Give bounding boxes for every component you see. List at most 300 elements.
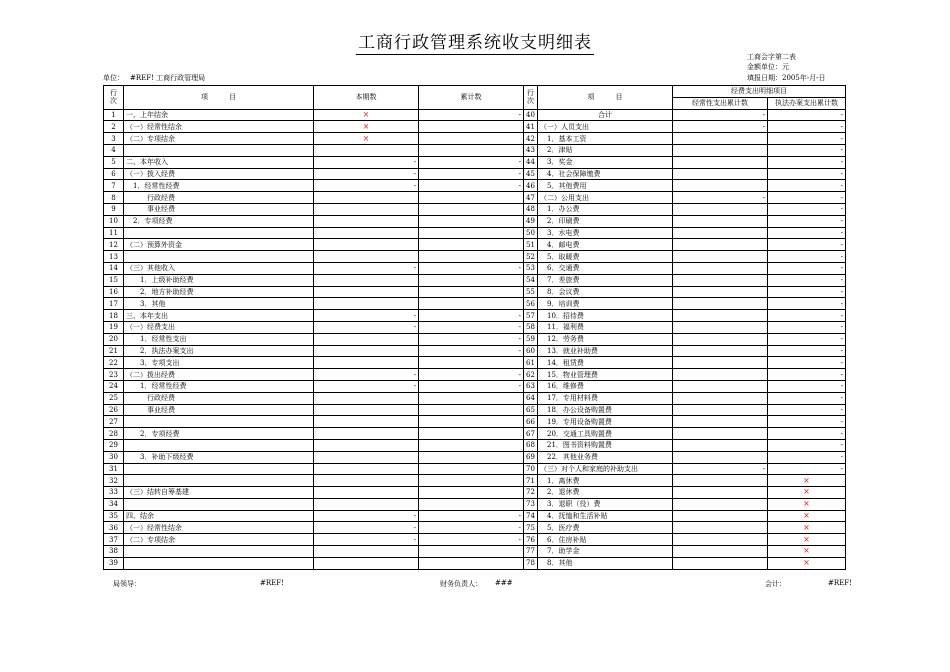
current-value	[314, 463, 419, 475]
table-row	[104, 475, 846, 487]
item-name-right: 9．培训费	[538, 298, 673, 310]
regular-cum-value: -	[673, 192, 768, 204]
table-row	[104, 262, 846, 274]
enforcement-cum-value: -	[768, 215, 846, 227]
current-value: -	[314, 262, 419, 274]
item-name-right: 15．物业管理费	[538, 369, 673, 381]
table-row	[104, 463, 846, 475]
cumulative-value	[419, 475, 524, 487]
enforcement-cum-value: -	[768, 404, 846, 416]
line-no-right: 59	[524, 333, 538, 345]
line-no-right: 72	[524, 487, 538, 499]
regular-cum-value: -	[673, 463, 768, 475]
item-name: 四、结余	[124, 510, 314, 522]
table-row	[104, 321, 846, 333]
line-no-right: 69	[524, 451, 538, 463]
cumulative-value	[419, 298, 524, 310]
line-no: 7	[104, 180, 124, 192]
item-name: （一）拨入经费	[124, 168, 314, 180]
enforcement-cum-value: -	[768, 262, 846, 274]
enforcement-cum-value: -	[768, 369, 846, 381]
line-no-right: 53	[524, 262, 538, 274]
line-no: 32	[104, 475, 124, 487]
table-row	[104, 239, 846, 251]
item-name: 行政经费	[124, 392, 314, 404]
item-name-right: 12．劳务费	[538, 333, 673, 345]
table-row	[104, 192, 846, 204]
line-no-right: 46	[524, 180, 538, 192]
item-name-right: （一）人员支出	[538, 121, 673, 133]
current-value: -	[314, 180, 419, 192]
item-name-right: 1．离休费	[538, 475, 673, 487]
table-row	[104, 487, 846, 499]
item-name-right: 14．租赁费	[538, 357, 673, 369]
line-no-right: 71	[524, 475, 538, 487]
item-name: 行政经费	[124, 192, 314, 204]
current-value: -	[314, 534, 419, 546]
enforcement-cum-value: -	[768, 392, 846, 404]
line-no: 1	[104, 109, 124, 121]
item-name	[124, 475, 314, 487]
table-row	[104, 310, 846, 322]
enforcement-cum-value: -	[768, 192, 846, 204]
item-name-right: 6．住房补贴	[538, 534, 673, 546]
table-row	[104, 510, 846, 522]
item-name	[124, 416, 314, 428]
item-name: 3．补助下级经费	[124, 451, 314, 463]
line-no: 39	[104, 557, 124, 569]
enforcement-cum-value: ×	[768, 475, 846, 487]
cumulative-value: -	[419, 262, 524, 274]
item-name-right: 7．助学金	[538, 546, 673, 558]
item-name-right: 20．交通工具购置费	[538, 428, 673, 440]
form-code: 工商会字第二表	[747, 53, 796, 61]
table-row	[104, 215, 846, 227]
item-name	[124, 546, 314, 558]
line-no: 30	[104, 451, 124, 463]
line-no-right: 49	[524, 215, 538, 227]
item-name-right: 1．基本工资	[538, 133, 673, 145]
item-name	[124, 251, 314, 263]
regular-cum-value	[673, 203, 768, 215]
cumulative-value: -	[419, 522, 524, 534]
line-no-right: 54	[524, 274, 538, 286]
line-no-right: 63	[524, 380, 538, 392]
regular-cum-value	[673, 133, 768, 145]
current-value: ×	[314, 109, 419, 121]
line-no: 6	[104, 168, 124, 180]
report-date: 填报日期：2005年-月-日	[747, 74, 826, 82]
cumulative-value	[419, 357, 524, 369]
item-name: 2．执法办案支出	[124, 345, 314, 357]
table-row	[104, 416, 846, 428]
line-no: 35	[104, 510, 124, 522]
line-no-right: 48	[524, 203, 538, 215]
cumulative-value: -	[419, 180, 524, 192]
item-name-right: 6．交通费	[538, 262, 673, 274]
regular-cum-value	[673, 451, 768, 463]
current-value: -	[314, 369, 419, 381]
current-value: -	[314, 310, 419, 322]
current-value: -	[314, 321, 419, 333]
table-row	[104, 274, 846, 286]
cumulative-value	[419, 239, 524, 251]
table-row	[104, 286, 846, 298]
item-name: （二）专项结余	[124, 133, 314, 145]
enforcement-cum-value: ×	[768, 510, 846, 522]
item-name-right: 21．图书资料购置费	[538, 439, 673, 451]
cumulative-value: -	[419, 333, 524, 345]
line-no: 33	[104, 487, 124, 499]
item-name-right: 5．医疗费	[538, 522, 673, 534]
line-no: 26	[104, 404, 124, 416]
line-no-right: 40	[524, 109, 538, 121]
current-value: -	[314, 168, 419, 180]
item-name: 三、本年支出	[124, 310, 314, 322]
enforcement-cum-value: ×	[768, 522, 846, 534]
enforcement-cum-value: -	[768, 451, 846, 463]
line-no: 12	[104, 239, 124, 251]
enforcement-cum-value: -	[768, 428, 846, 440]
line-no-right: 56	[524, 298, 538, 310]
item-name: 3．专项支出	[124, 357, 314, 369]
regular-cum-value	[673, 546, 768, 558]
line-no: 19	[104, 321, 124, 333]
item-name-right: 4．抚恤和生活补贴	[538, 510, 673, 522]
current-value: ×	[314, 121, 419, 133]
item-name-right: （三）对个人和家庭的补助支出	[538, 463, 673, 475]
line-no-right: 73	[524, 498, 538, 510]
cumulative-value: -	[419, 321, 524, 333]
line-no: 10	[104, 215, 124, 227]
line-no: 16	[104, 286, 124, 298]
cumulative-value: -	[419, 310, 524, 322]
regular-cum-value	[673, 298, 768, 310]
item-name-right: 8．其他	[538, 557, 673, 569]
cumulative-value	[419, 121, 524, 133]
line-no: 17	[104, 298, 124, 310]
enforcement-cum-value: -	[768, 380, 846, 392]
item-name-right: 3．退职（役）费	[538, 498, 673, 510]
cumulative-value	[419, 192, 524, 204]
item-name: （二）拨出经费	[124, 369, 314, 381]
regular-cum-value	[673, 357, 768, 369]
cumulative-value	[419, 498, 524, 510]
enforcement-cum-value: -	[768, 298, 846, 310]
line-no-right: 57	[524, 310, 538, 322]
line-no-right: 58	[524, 321, 538, 333]
cumulative-value: -	[419, 345, 524, 357]
line-no-right: 76	[524, 534, 538, 546]
enforcement-cum-value: -	[768, 133, 846, 145]
regular-cum-value	[673, 227, 768, 239]
table-row	[104, 203, 846, 215]
header-item-right: 项 目	[538, 86, 673, 110]
regular-cum-value	[673, 369, 768, 381]
item-name-right: 10．招待费	[538, 310, 673, 322]
cumulative-value	[419, 274, 524, 286]
current-value: -	[314, 380, 419, 392]
item-name-right: 1．办公费	[538, 203, 673, 215]
regular-cum-value	[673, 180, 768, 192]
item-name: （一）经常性结余	[124, 522, 314, 534]
item-name	[124, 498, 314, 510]
current-value	[314, 274, 419, 286]
cumulative-value: -	[419, 156, 524, 168]
line-no-right: 60	[524, 345, 538, 357]
current-value	[314, 239, 419, 251]
line-no: 15	[104, 274, 124, 286]
item-name: （一）经费支出	[124, 321, 314, 333]
table-row	[104, 227, 846, 239]
table-row	[104, 380, 846, 392]
cumulative-value	[419, 546, 524, 558]
line-no: 27	[104, 416, 124, 428]
current-value: ×	[314, 133, 419, 145]
line-no: 24	[104, 380, 124, 392]
regular-cum-value	[673, 404, 768, 416]
table-row	[104, 451, 846, 463]
item-name-right: 2．印刷费	[538, 215, 673, 227]
regular-cum-value	[673, 262, 768, 274]
enforcement-cum-value: -	[768, 168, 846, 180]
regular-cum-value	[673, 321, 768, 333]
header-item: 项 目	[124, 86, 314, 110]
current-value	[314, 475, 419, 487]
table-row	[104, 428, 846, 440]
regular-cum-value: -	[673, 121, 768, 133]
item-name: 2．专项经费	[124, 428, 314, 440]
line-no-right: 78	[524, 557, 538, 569]
item-name: 事业经费	[124, 404, 314, 416]
current-value	[314, 192, 419, 204]
header-line-no: 行次	[104, 86, 124, 110]
enforcement-cum-value: ×	[768, 498, 846, 510]
table-row	[104, 534, 846, 546]
cumulative-value	[419, 133, 524, 145]
amount-unit: 金额单位：元	[747, 63, 789, 71]
item-name: 2．专项经费	[124, 215, 314, 227]
header-line-no-right: 行次	[524, 86, 538, 110]
finance-value: ###	[495, 579, 513, 587]
current-value	[314, 439, 419, 451]
line-no: 38	[104, 546, 124, 558]
regular-cum-value	[673, 510, 768, 522]
table-body	[104, 109, 846, 569]
line-no-right: 44	[524, 156, 538, 168]
enforcement-cum-value: -	[768, 310, 846, 322]
table-row	[104, 109, 846, 121]
line-no-right: 75	[524, 522, 538, 534]
line-no-right: 68	[524, 439, 538, 451]
item-name-right: 3．奖金	[538, 156, 673, 168]
current-value	[314, 286, 419, 298]
regular-cum-value	[673, 534, 768, 546]
regular-cum-value	[673, 557, 768, 569]
current-value	[314, 203, 419, 215]
line-no-right: 67	[524, 428, 538, 440]
item-name-right: 2．津贴	[538, 144, 673, 156]
line-no-right: 51	[524, 239, 538, 251]
cumulative-value	[419, 439, 524, 451]
item-name	[124, 463, 314, 475]
item-name: （二）专项结余	[124, 534, 314, 546]
current-value	[314, 392, 419, 404]
line-no-right: 47	[524, 192, 538, 204]
regular-cum-value	[673, 144, 768, 156]
line-no: 9	[104, 203, 124, 215]
cumulative-value	[419, 286, 524, 298]
current-value	[314, 227, 419, 239]
line-no: 14	[104, 262, 124, 274]
header-expense-group: 经费支出明细项目	[673, 86, 846, 98]
unit-value: #REF! 工商行政管理局	[130, 74, 206, 82]
table-row	[104, 557, 846, 569]
item-name-right: 22．其他业务费	[538, 451, 673, 463]
enforcement-cum-value: -	[768, 227, 846, 239]
header-current: 本期数	[314, 86, 419, 110]
table-row	[104, 546, 846, 558]
regular-cum-value	[673, 475, 768, 487]
line-no: 36	[104, 522, 124, 534]
table-row	[104, 156, 846, 168]
finance-label: 财务负责人：	[440, 580, 482, 588]
report-title: 工商行政管理系统收支明细表	[358, 33, 592, 53]
item-name: 1．经常性经费	[124, 180, 314, 192]
line-no-right: 65	[524, 404, 538, 416]
enforcement-cum-value: -	[768, 439, 846, 451]
table-row	[104, 298, 846, 310]
item-name: （三）结转自筹基建	[124, 487, 314, 499]
cumulative-value	[419, 392, 524, 404]
regular-cum-value	[673, 239, 768, 251]
item-name-right: 7．差旅费	[538, 274, 673, 286]
item-name	[124, 227, 314, 239]
line-no: 23	[104, 369, 124, 381]
enforcement-cum-value: -	[768, 109, 846, 121]
line-no-right: 50	[524, 227, 538, 239]
line-no: 8	[104, 192, 124, 204]
enforcement-cum-value: ×	[768, 546, 846, 558]
table-row	[104, 144, 846, 156]
line-no: 20	[104, 333, 124, 345]
cumulative-value	[419, 215, 524, 227]
table-row	[104, 357, 846, 369]
header-cumulative: 累计数	[419, 86, 524, 110]
unit-label: 单位：	[103, 74, 124, 82]
item-name: 1．上级补助经费	[124, 274, 314, 286]
regular-cum-value	[673, 498, 768, 510]
current-value	[314, 546, 419, 558]
current-value: -	[314, 510, 419, 522]
regular-cum-value	[673, 333, 768, 345]
item-name: 二、本年收入	[124, 156, 314, 168]
enforcement-cum-value: -	[768, 121, 846, 133]
item-name	[124, 557, 314, 569]
enforcement-cum-value: -	[768, 416, 846, 428]
header-enforcement-cum: 执法办案支出累计数	[768, 97, 846, 109]
enforcement-cum-value: ×	[768, 557, 846, 569]
item-name	[124, 144, 314, 156]
regular-cum-value	[673, 168, 768, 180]
cumulative-value	[419, 416, 524, 428]
cumulative-value	[419, 227, 524, 239]
line-no: 31	[104, 463, 124, 475]
enforcement-cum-value: -	[768, 144, 846, 156]
current-value: -	[314, 156, 419, 168]
line-no-right: 42	[524, 133, 538, 145]
item-name-right: 5．取暖费	[538, 251, 673, 263]
item-name-right: 合计	[538, 109, 673, 121]
item-name: 1．经常性支出	[124, 333, 314, 345]
line-no-right: 70	[524, 463, 538, 475]
enforcement-cum-value: -	[768, 156, 846, 168]
line-no-right: 52	[524, 251, 538, 263]
enforcement-cum-value: -	[768, 274, 846, 286]
cumulative-value: -	[419, 510, 524, 522]
current-value	[314, 144, 419, 156]
item-name: 3．其他	[124, 298, 314, 310]
cumulative-value	[419, 251, 524, 263]
line-no: 28	[104, 428, 124, 440]
leader-label: 局领导：	[113, 580, 141, 588]
enforcement-cum-value: -	[768, 180, 846, 192]
item-name: 2．地方补助经费	[124, 286, 314, 298]
item-name-right: 3．水电费	[538, 227, 673, 239]
line-no: 34	[104, 498, 124, 510]
item-name	[124, 439, 314, 451]
line-no-right: 55	[524, 286, 538, 298]
cumulative-value: -	[419, 380, 524, 392]
item-name-right: 4．邮电费	[538, 239, 673, 251]
regular-cum-value	[673, 215, 768, 227]
item-name-right: 4．社会保障缴费	[538, 168, 673, 180]
enforcement-cum-value: ×	[768, 487, 846, 499]
cumulative-value	[419, 203, 524, 215]
line-no: 5	[104, 156, 124, 168]
leader-value: #REF!	[260, 579, 284, 587]
enforcement-cum-value: ×	[768, 534, 846, 546]
cumulative-value: -	[419, 534, 524, 546]
cumulative-value	[419, 463, 524, 475]
current-value	[314, 416, 419, 428]
item-name-right: 16．维修费	[538, 380, 673, 392]
current-value	[314, 498, 419, 510]
item-name: （一）经常性结余	[124, 121, 314, 133]
current-value	[314, 357, 419, 369]
item-name-right: （二）公用支出	[538, 192, 673, 204]
item-name-right: 17．专用材料费	[538, 392, 673, 404]
line-no-right: 45	[524, 168, 538, 180]
item-name: 一、上年结余	[124, 109, 314, 121]
line-no-right: 66	[524, 416, 538, 428]
current-value	[314, 428, 419, 440]
regular-cum-value	[673, 416, 768, 428]
line-no: 21	[104, 345, 124, 357]
cumulative-value	[419, 428, 524, 440]
enforcement-cum-value: -	[768, 345, 846, 357]
item-name-right: 8．会议费	[538, 286, 673, 298]
table-row	[104, 439, 846, 451]
item-name-right: 2．退休费	[538, 487, 673, 499]
cumulative-value: -	[419, 369, 524, 381]
cumulative-value: -	[419, 168, 524, 180]
line-no: 4	[104, 144, 124, 156]
line-no: 37	[104, 534, 124, 546]
item-name-right: 11．福利费	[538, 321, 673, 333]
line-no-right: 41	[524, 121, 538, 133]
current-value	[314, 451, 419, 463]
